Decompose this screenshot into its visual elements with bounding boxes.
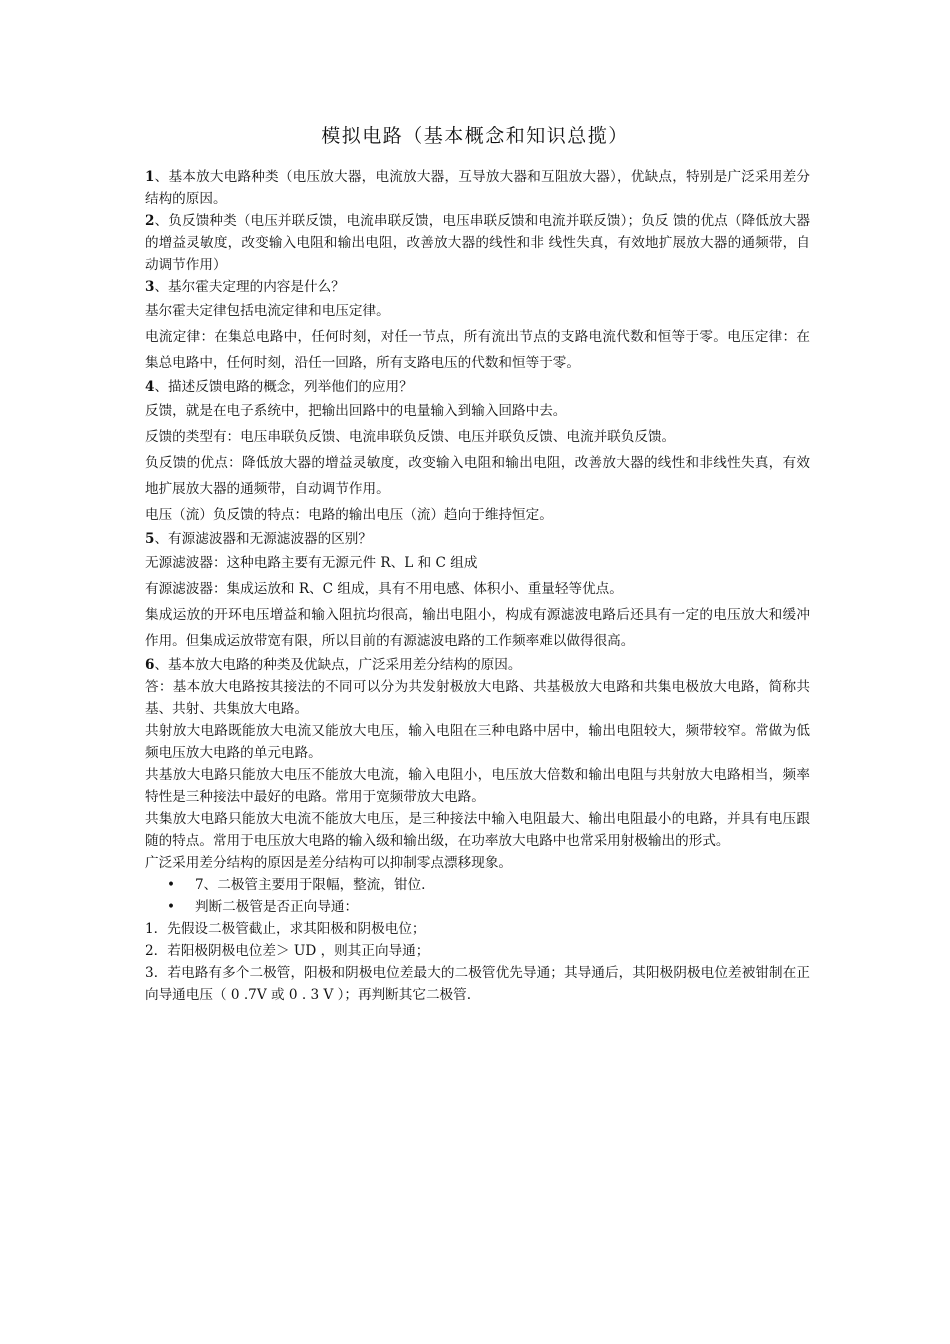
section-number: 1: [145, 169, 155, 185]
paragraph: 负反馈的优点：降低放大器的增益灵敏度，改变输入电阻和输出电阻，改善放大器的线性和非线性失真，有效地扩展放大器的通频带，自动调节作用。: [145, 455, 810, 497]
bullet-icon: •: [167, 877, 176, 893]
paragraph: 共集放大电路只能放大电流不能放大电压，是三种接法中输入电阻最大、输出电阻最小的电路，并具有电压跟随的特点。常用于电压放大电路的输入级和输出级，在功率放大电路中也常采用射极输出的形式。: [145, 811, 810, 849]
section-5: [145, 528, 810, 550]
paragraph: 答：基本放大电路按其接法的不同可以分为共发射极放大电路、共基极放大电路和共集电极放大电路，简称共基、共射、共集放大电路。: [145, 679, 810, 717]
bullet-item: [145, 896, 810, 918]
paragraph: 反馈，就是在电子系统中，把输出回路中的电量输入到输入回路中去。: [145, 403, 567, 419]
section-3: [145, 276, 810, 298]
paragraph: 有源滤波器：集成运放和 R、C 组成，具有不用电感、体积小、重量轻等优点。: [145, 581, 623, 597]
paragraph: 无源滤波器：这种电路主要有无源元件 R、L 和 C 组成: [145, 555, 478, 571]
bullet-item: [145, 874, 810, 896]
section-number: 3: [145, 279, 155, 295]
section-number: 6: [145, 657, 155, 673]
section-1: [145, 166, 810, 210]
page-title: 模拟电路（基本概念和知识总揽）: [321, 125, 629, 147]
paragraph: 共射放大电路既能放大电流又能放大电压，输入电阻在三种电路中居中，输出电阻较大，频带较窄。常做为低频电压放大电路的单元电路。: [145, 723, 810, 761]
paragraph: 集成运放的开环电压增益和输入阻抗均很高，输出电阻小，构成有源滤波电路后还具有一定的电压放大和缓冲作用。但集成运放带宽有限，所以目前的有源滤波电路的工作频率难以做得很高。: [145, 607, 810, 649]
section-text: 、基本放大电路的种类及优缺点，广泛采用差分结构的原因。: [154, 657, 522, 673]
step-item: 3．若电路有多个二极管，阳极和阴极电位差最大的二极管优先导通；其导通后，其阳极阴极电位差被钳制在正向导通电压（ 0 .7V 或 0 . 3 V ）；再判断其它二极管.: [145, 965, 810, 1003]
paragraph: 广泛采用差分结构的原因是差分结构可以抑制零点漂移现象。: [145, 855, 513, 871]
step-item: 2．若阳极阴极电位差＞ UD ，则其正向导通；: [145, 943, 430, 959]
paragraph: 电流定律：在集总电路中，任何时刻，对任一节点，所有流出节点的支路电流代数和恒等于零。电压定律：在集总电路中，任何时刻，沿任一回路，所有支路电压的代数和恒等于零。: [145, 329, 810, 371]
section-2: [145, 210, 810, 276]
section-6: [145, 654, 810, 676]
paragraph: 共基放大电路只能放大电压不能放大电流，输入电阻小，电压放大倍数和输出电阻与共射放大电路相当，频率特性是三种接法中最好的电路。常用于宽频带放大电路。: [145, 767, 810, 805]
paragraph: 基尔霍夫定律包括电流定律和电压定律。: [145, 303, 390, 319]
section-text: 、描述反馈电路的概念，列举他们的应用？: [154, 379, 413, 395]
paragraph: 反馈的类型有：电压串联负反馈、电流串联负反馈、电压并联负反馈、电流并联负反馈。: [145, 429, 676, 445]
section-number: 5: [145, 531, 155, 547]
section-number: 2: [145, 213, 155, 229]
section-text: 、有源滤波器和无源滤波器的区别？: [154, 531, 372, 547]
section-number: 4: [145, 379, 155, 395]
bullet-text: 判断二极管是否正向导通：: [195, 899, 359, 915]
document-body: [145, 166, 810, 1006]
bullet-icon: •: [167, 899, 176, 915]
section-text: 、负反馈种类（电压并联反馈，电流串联反馈，电压串联反馈和电流并联反馈）；负反 馈的优点（降低放大器的增益灵敏度，改变输入电阻和输出电阻，改善放大器的线性和非 线性失真，有效地扩展放大器的通频带，自动调节作用）: [145, 213, 810, 273]
bullet-text: 7、二极管主要用于限幅，整流，钳位.: [195, 877, 426, 893]
section-text: 、基本放大电路种类（电压放大器，电流放大器，互导放大器和互阻放大器），优缺点，特别是广泛采用差分结构的原因。: [145, 169, 810, 207]
section-4: [145, 376, 810, 398]
step-item: 1．先假设二极管截止，求其阳极和阴极电位；: [145, 921, 426, 937]
section-text: 、基尔霍夫定理的内容是什么？: [154, 279, 345, 295]
paragraph: 电压（流）负反馈的特点：电路的输出电压（流）趋向于维持恒定。: [145, 507, 553, 523]
